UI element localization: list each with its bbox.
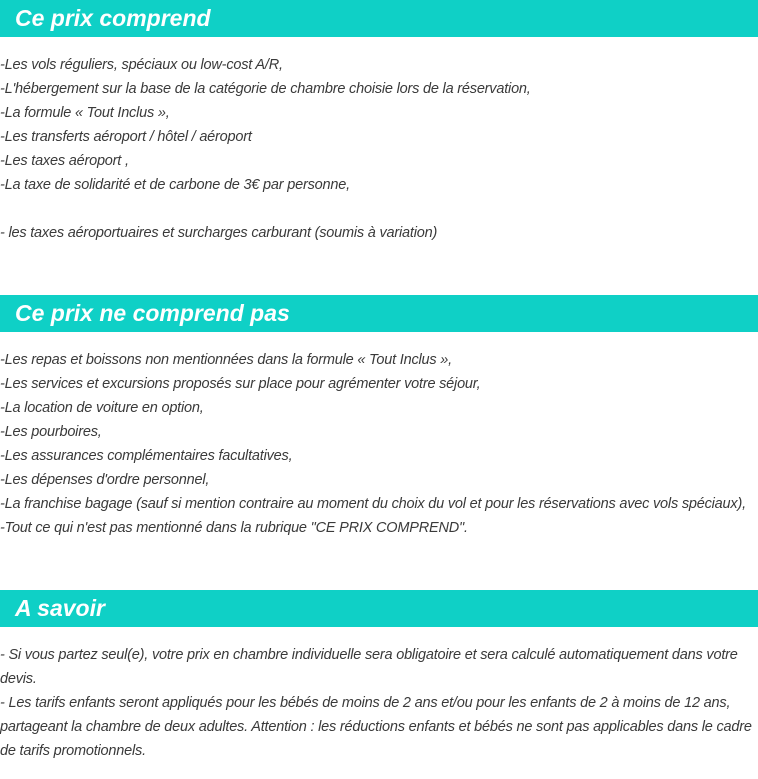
list-item: -La formule « Tout Inclus »,	[0, 105, 170, 121]
included-list	[0, 53, 758, 245]
excluded-list	[0, 348, 758, 540]
section-heading-a-savoir: A savoir	[0, 590, 758, 627]
info-paragraph-single-room: - Si vous partez seul(e), votre prix en chambre individuelle sera obligatoire et sera calculé automatiquement dans votre devis.	[0, 647, 738, 687]
list-item: -La location de voiture en option,	[0, 400, 204, 416]
section-heading-ce-prix-ne-comprend-pas: Ce prix ne comprend pas	[0, 295, 758, 332]
list-item: -La taxe de solidarité et de carbone de 3€ par personne,	[0, 177, 350, 193]
list-item: -La franchise bagage (sauf si mention contraire au moment du choix du vol et pour les réservations avec vols spéciaux),	[0, 496, 746, 512]
list-item: -L'hébergement sur la base de la catégorie de chambre choisie lors de la réservation,	[0, 81, 531, 97]
list-spacer	[0, 197, 758, 221]
list-item: - les taxes aéroportuaires et surcharges carburant (soumis à variation)	[0, 225, 438, 241]
list-item: -Les vols réguliers, spéciaux ou low-cost A/R,	[0, 57, 283, 73]
list-item: -Les assurances complémentaires facultatives,	[0, 448, 293, 464]
list-item: -Les pourboires,	[0, 424, 102, 440]
list-item: -Les taxes aéroport ,	[0, 153, 129, 169]
info-paragraph-child-rates: - Les tarifs enfants seront appliqués pour les bébés de moins de 2 ans et/ou pour les enfants de 2 à moins de 12 ans, partageant la chambre de deux adultes. Attention : les réductions enfants et bébés ne sont pas applicables dans le cadre de tarifs promotionnels.	[0, 695, 752, 759]
list-item: -Les transferts aéroport / hôtel / aéroport	[0, 129, 252, 145]
list-item: -Les services et excursions proposés sur place pour agrémenter votre séjour,	[0, 376, 481, 392]
list-item: -Les dépenses d'ordre personnel,	[0, 472, 210, 488]
list-item: -Tout ce qui n'est pas mentionné dans la rubrique "CE PRIX COMPREND".	[0, 520, 468, 536]
list-item: -Les repas et boissons non mentionnées dans la formule « Tout Inclus »,	[0, 352, 452, 368]
section-heading-ce-prix-comprend: Ce prix comprend	[0, 0, 758, 37]
